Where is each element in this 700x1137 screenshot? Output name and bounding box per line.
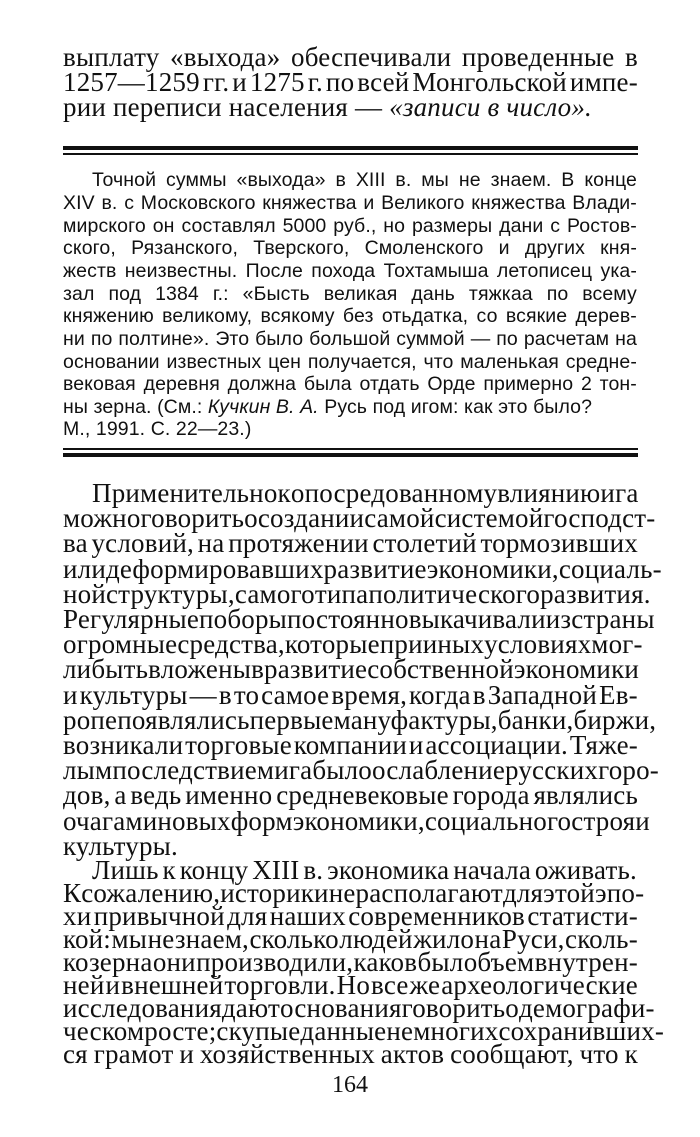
top-line-3-text: рии переписи населения — xyxy=(63,92,390,122)
word: к xyxy=(277,478,291,508)
word: и xyxy=(635,806,650,836)
word: из xyxy=(545,604,572,634)
word: и xyxy=(498,237,510,259)
note-line-8 xyxy=(63,329,637,350)
word: на xyxy=(197,528,225,558)
word: очагами xyxy=(63,806,158,836)
word: социального xyxy=(424,806,572,836)
word: сохранивших- xyxy=(498,1016,665,1046)
p1-line-13 xyxy=(63,782,638,809)
word: Лишь xyxy=(92,855,159,885)
word: по xyxy=(325,67,355,97)
word: форм xyxy=(230,806,293,836)
word: г.: xyxy=(212,283,229,305)
word: к xyxy=(162,855,176,885)
word: неизвестны. xyxy=(124,260,238,282)
word: тормозивших xyxy=(480,528,638,558)
word: страны xyxy=(571,604,655,634)
note-line-7 xyxy=(63,306,637,327)
word: княжению xyxy=(63,305,154,327)
word: Западной xyxy=(487,680,598,710)
word: Это xyxy=(215,328,250,350)
word: выплату xyxy=(63,42,160,72)
word: знаем, xyxy=(174,924,250,954)
word: После xyxy=(245,260,303,282)
word: столетий xyxy=(372,528,477,558)
word: на xyxy=(615,328,637,350)
word: всей xyxy=(357,67,410,97)
word: хозяйственных xyxy=(199,1039,375,1069)
note-line-4 xyxy=(63,238,637,259)
note-bottom-rule-thin xyxy=(63,448,638,450)
word: цен xyxy=(268,351,302,373)
word: а xyxy=(114,780,127,810)
word: и xyxy=(232,67,247,97)
word: Тохтамыша xyxy=(383,260,489,282)
word: русских xyxy=(505,755,599,785)
word: всякие xyxy=(505,305,568,327)
p1-line-15: культуры. xyxy=(63,831,178,861)
word: развитие xyxy=(264,654,368,684)
word: всякому xyxy=(260,305,335,327)
word: господст- xyxy=(543,503,656,533)
word: типа xyxy=(314,579,369,609)
word: быть xyxy=(91,654,149,684)
word: Великого xyxy=(381,192,465,214)
word: Но xyxy=(336,970,371,1000)
word: «выхода» xyxy=(236,169,326,191)
word: последствием xyxy=(112,755,275,785)
word: археологические xyxy=(441,970,638,1000)
word: и xyxy=(408,730,424,760)
word: отдать xyxy=(359,373,420,395)
word: суммой xyxy=(396,328,465,350)
word: самое xyxy=(261,680,330,710)
word: собственной xyxy=(367,654,514,684)
word: поборы xyxy=(199,604,288,634)
word: росте; xyxy=(144,1016,217,1046)
word: по xyxy=(546,283,569,305)
word: торговые xyxy=(185,730,292,760)
word: обеспечивали xyxy=(291,42,452,72)
word: влиянию xyxy=(497,478,601,508)
word: биржи, xyxy=(573,705,657,735)
word: отьдатка, xyxy=(381,305,469,327)
word: знаем. xyxy=(490,169,552,191)
word: г. xyxy=(307,67,323,97)
word: примерно xyxy=(483,373,574,395)
word: ского, xyxy=(63,237,116,259)
word: составлял xyxy=(181,215,276,237)
word: внешней xyxy=(121,970,224,1000)
word: иных xyxy=(422,629,485,659)
word: жило xyxy=(413,924,475,954)
word: строя xyxy=(571,806,636,836)
word: экономика xyxy=(327,855,450,885)
word: они xyxy=(152,947,196,977)
word: мануфактуры, xyxy=(333,705,498,735)
page-number: 164 xyxy=(332,1072,368,1098)
word: импе- xyxy=(569,67,638,97)
word: ческом xyxy=(63,1016,145,1046)
word: при xyxy=(379,629,423,659)
word: ко xyxy=(63,947,89,977)
word: что xyxy=(423,351,454,373)
word: говорить xyxy=(401,993,506,1023)
word: в xyxy=(251,654,265,684)
word: компании xyxy=(293,730,407,760)
word: сообщают, xyxy=(450,1039,574,1069)
word: ропе xyxy=(63,705,118,735)
note-line-1 xyxy=(92,170,637,191)
word: начала xyxy=(453,855,532,885)
word: зерна xyxy=(88,947,153,977)
word: суммы xyxy=(165,169,227,191)
word: скупые xyxy=(216,1016,301,1046)
word: все xyxy=(371,970,409,1000)
word: города xyxy=(452,780,530,810)
word: гг. xyxy=(202,67,230,97)
word: был xyxy=(417,947,464,977)
p1-line-8 xyxy=(63,656,638,683)
note-top-rule-thick xyxy=(63,146,638,150)
note-line-3 xyxy=(63,216,637,237)
word: «выхода» xyxy=(170,42,281,72)
word: историки xyxy=(220,878,329,908)
word: в xyxy=(335,169,346,191)
word: полтине». xyxy=(118,328,210,350)
word: ассоциации. xyxy=(425,730,568,760)
word: было xyxy=(312,755,372,785)
word: и xyxy=(105,970,121,1000)
word: когда xyxy=(409,680,471,710)
word: руб., xyxy=(333,215,377,237)
word: Тяже- xyxy=(569,730,638,760)
word: К xyxy=(63,878,82,908)
word: конце xyxy=(584,169,637,191)
word: маленькая xyxy=(460,351,559,373)
word: объем xyxy=(463,947,535,977)
word: опосредованному xyxy=(290,478,498,508)
word: не xyxy=(147,924,175,954)
word: большой xyxy=(309,328,391,350)
word: политического xyxy=(368,579,541,609)
word: ней xyxy=(63,970,105,1000)
word: Московского xyxy=(140,192,256,214)
word: постоянно xyxy=(287,604,409,634)
word: он xyxy=(152,215,175,237)
word: было xyxy=(255,328,304,350)
word: кня- xyxy=(600,237,637,259)
word: дерев- xyxy=(575,305,637,327)
word: данные xyxy=(300,1016,387,1046)
word: вложены xyxy=(148,654,252,684)
word: первые xyxy=(249,705,334,735)
word: средства, xyxy=(177,629,285,659)
word: людей xyxy=(339,924,413,954)
p1-line-3 xyxy=(63,530,638,557)
note-bottom-rule-thick xyxy=(63,453,638,457)
word: кой: xyxy=(63,924,111,954)
word: для xyxy=(502,878,544,908)
word: по xyxy=(90,328,113,350)
word: создании xyxy=(257,503,365,533)
note-line-12: М., 1991. С. 22—23.) xyxy=(63,418,252,440)
word: мог- xyxy=(591,629,643,659)
word: 1384 xyxy=(155,283,199,305)
word: великая xyxy=(323,283,398,305)
word: наших xyxy=(269,901,346,931)
word: в. xyxy=(101,192,118,214)
top-line-3-italic: «записи в число». xyxy=(389,92,593,122)
word: расчетам xyxy=(523,328,610,350)
word: средневековые xyxy=(276,780,449,810)
note-line-6 xyxy=(63,284,637,305)
word: Орде xyxy=(427,373,476,395)
note-citation-pre: ны зерна. (См.: xyxy=(63,396,208,418)
word: хи xyxy=(63,901,92,931)
word: должна xyxy=(227,373,297,395)
word: XIV xyxy=(63,192,95,214)
word: летописец xyxy=(496,260,593,282)
word: которые xyxy=(284,629,380,659)
word: деформировавших xyxy=(105,554,324,584)
word: в xyxy=(472,680,486,710)
word: XIII xyxy=(355,169,386,191)
word: мы xyxy=(111,924,148,954)
word: этой xyxy=(543,878,595,908)
word: Смоленского xyxy=(364,237,484,259)
word: оживать. xyxy=(534,855,637,885)
word: экономики xyxy=(513,654,640,684)
word: экономики, xyxy=(292,806,425,836)
word: современников xyxy=(348,901,525,931)
word: условий, xyxy=(91,528,194,558)
word: 5000 xyxy=(282,215,327,237)
word: со xyxy=(476,305,498,327)
word: в. xyxy=(303,855,324,885)
word: сожалению, xyxy=(81,878,221,908)
word: сколь- xyxy=(565,924,638,954)
word: в. xyxy=(395,169,412,191)
word: социаль- xyxy=(558,554,662,584)
word: княжества xyxy=(262,192,357,214)
word: мирского xyxy=(63,215,146,237)
word: на xyxy=(474,924,502,954)
word: но xyxy=(383,215,406,237)
word: дают xyxy=(221,993,280,1023)
word: 1257—1259 xyxy=(63,67,200,97)
word: известных xyxy=(166,351,262,373)
word: — xyxy=(470,328,491,350)
note-citation-author: Кучкин В. А. xyxy=(207,396,319,418)
word: зал xyxy=(63,283,95,305)
word: Регулярные xyxy=(63,604,199,634)
word: с xyxy=(124,192,135,214)
word: жеств xyxy=(63,260,117,282)
word: в xyxy=(625,42,638,72)
word: являлись xyxy=(533,780,638,810)
word: ука- xyxy=(600,260,637,282)
note-line-9 xyxy=(63,352,637,373)
word: выкачивали xyxy=(408,604,546,634)
word: под xyxy=(108,283,142,305)
word: ся xyxy=(63,1039,88,1069)
word: лым xyxy=(63,755,113,785)
word: Точной xyxy=(92,169,157,191)
word: по xyxy=(496,328,518,350)
word: концу xyxy=(179,855,249,885)
word: производили, xyxy=(196,947,354,977)
word: Монгольской xyxy=(412,67,567,97)
word: к xyxy=(624,1039,638,1069)
word: дани xyxy=(499,215,544,237)
word: актов xyxy=(380,1039,445,1069)
word: проведенные xyxy=(461,42,615,72)
word: развития. xyxy=(540,579,651,609)
word: Ростов- xyxy=(567,215,637,237)
word: — xyxy=(189,680,217,710)
word: новых xyxy=(157,806,231,836)
word: была xyxy=(303,373,352,395)
word: развитие xyxy=(323,554,427,584)
word: деревня xyxy=(143,373,220,395)
word: ига xyxy=(274,755,313,785)
word: Тверского, xyxy=(253,237,350,259)
word: что xyxy=(579,1039,619,1069)
word: для xyxy=(227,901,268,931)
word: располагают xyxy=(355,878,503,908)
word: привычной xyxy=(93,901,225,931)
word: или xyxy=(63,554,106,584)
word: о xyxy=(505,993,519,1023)
word: внутрен- xyxy=(534,947,638,977)
word: ослабление xyxy=(371,755,506,785)
word: других xyxy=(524,237,585,259)
word: дань xyxy=(411,283,455,305)
word: протяжении xyxy=(228,528,369,558)
word: немногих xyxy=(386,1016,499,1046)
word: системой xyxy=(434,503,544,533)
word: каков xyxy=(353,947,418,977)
word: торговли. xyxy=(224,970,336,1000)
word: время, xyxy=(331,680,408,710)
word: без xyxy=(342,305,374,327)
word: великому, xyxy=(162,305,253,327)
word: дов, xyxy=(63,780,111,810)
note-top-rule-thin xyxy=(63,153,638,155)
word: исследования xyxy=(63,993,222,1023)
word: тяжкаа xyxy=(468,283,533,305)
word: размеры xyxy=(411,215,493,237)
word: ва xyxy=(63,528,88,558)
word: эпо- xyxy=(594,878,645,908)
word: ни xyxy=(63,328,85,350)
word: культуры xyxy=(79,680,188,710)
word: горо- xyxy=(598,755,660,785)
word: 1275 xyxy=(249,67,305,97)
word: княжества xyxy=(471,192,566,214)
word: то xyxy=(233,680,260,710)
word: о xyxy=(244,503,258,533)
word: говорить xyxy=(140,503,245,533)
word: получается, xyxy=(307,351,417,373)
word: сколько xyxy=(249,924,339,954)
word: тон- xyxy=(599,373,637,395)
word: ной xyxy=(63,579,106,609)
note-line-11 xyxy=(63,397,592,418)
word: вековая xyxy=(63,373,136,395)
note-citation-post: Русь под игом: как это было? xyxy=(318,396,593,418)
word: ига xyxy=(600,478,639,508)
word: Ев- xyxy=(599,680,638,710)
word: можно xyxy=(63,503,141,533)
word: именно xyxy=(185,780,273,810)
word: мы xyxy=(421,169,449,191)
word: структуры, xyxy=(106,579,235,609)
word: 2 xyxy=(580,373,592,395)
word: самого xyxy=(234,579,315,609)
word: демографи- xyxy=(518,993,655,1023)
word: грамот xyxy=(93,1039,174,1069)
word: в xyxy=(218,680,232,710)
word: ли xyxy=(63,654,92,684)
note-line-10 xyxy=(63,374,637,395)
word: и xyxy=(63,680,78,710)
word: средне- xyxy=(565,351,637,373)
word: всему xyxy=(582,283,637,305)
word: и xyxy=(363,192,375,214)
word: ведь xyxy=(130,780,182,810)
word: XIII xyxy=(252,855,300,885)
word: «Бысть xyxy=(242,283,310,305)
word: похода xyxy=(311,260,376,282)
word: условиях xyxy=(484,629,592,659)
word: основания xyxy=(280,993,402,1023)
p2-line-9 xyxy=(63,1039,638,1069)
word: Руси, xyxy=(501,924,565,954)
word: возникали xyxy=(63,730,184,760)
word: статисти- xyxy=(527,901,638,931)
note-line-2 xyxy=(63,193,637,214)
word: Рязанского, xyxy=(131,237,238,259)
word: с xyxy=(550,215,561,237)
word: экономики, xyxy=(426,554,559,584)
word: Влади- xyxy=(572,192,637,214)
word: Применительно xyxy=(92,478,278,508)
word: огромные xyxy=(63,629,178,659)
word: самой xyxy=(364,503,435,533)
word: появлялись xyxy=(117,705,250,735)
word: и xyxy=(179,1039,195,1069)
word: В xyxy=(561,169,575,191)
note-line-5 xyxy=(63,261,637,282)
top-line-3 xyxy=(63,94,592,121)
word: основании xyxy=(63,351,160,373)
word: не xyxy=(458,169,481,191)
word: не xyxy=(328,878,356,908)
word: банки, xyxy=(497,705,574,735)
word: же xyxy=(409,970,441,1000)
